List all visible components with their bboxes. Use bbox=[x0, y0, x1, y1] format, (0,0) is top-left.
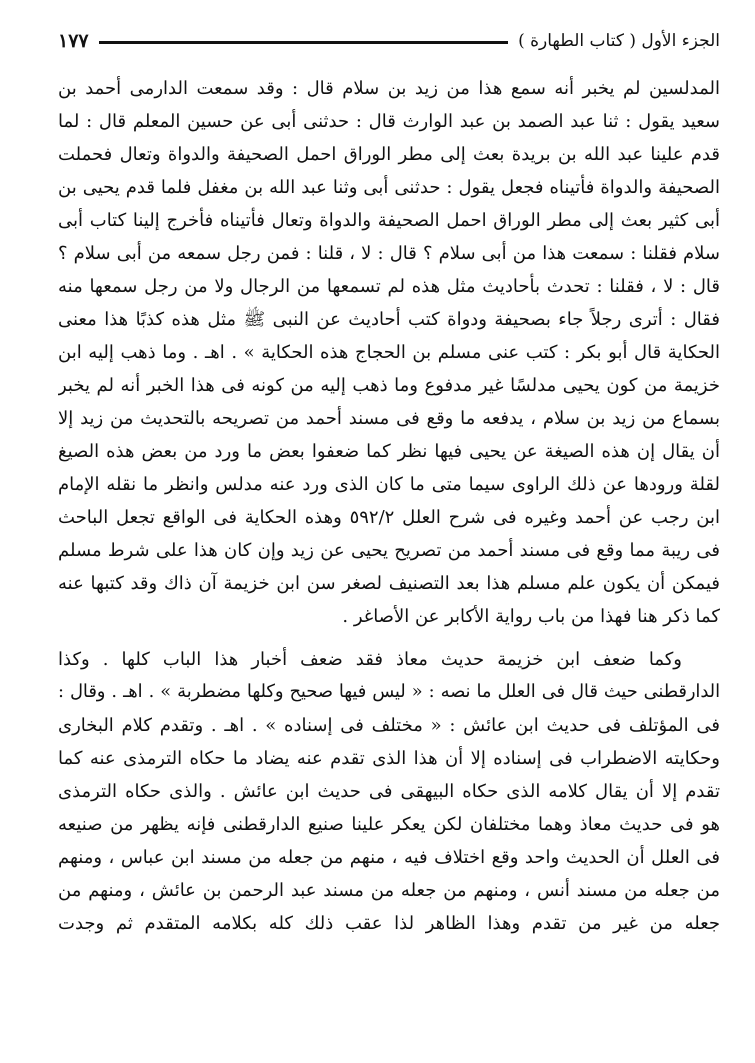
text-line: فى ريبة مما وقع فى مسند أحمد من تصريح يحيى عن زيد وإن كان هذا على شرط مسلم bbox=[58, 540, 720, 561]
paragraph-1 bbox=[58, 72, 720, 633]
paragraph-2 bbox=[58, 643, 720, 940]
book-page bbox=[58, 24, 720, 1044]
page-header bbox=[58, 24, 720, 58]
text-line: الحكاية قال أبو بكر : كتب عنى مسلم بن الحجاج هذه الحكاية » . اهـ . وما ذهب إليه ابن bbox=[58, 342, 720, 363]
text-line: خزيمة من كون يحيى مدلسًا غير مدفوع وما ذهب إليه من كونه فى هذا الخبر أنه لم يخبر bbox=[58, 375, 720, 396]
text-line: كما ذكر هنا فهذا من باب رواية الأكابر عن الأصاغر . bbox=[342, 606, 720, 627]
text-line: فى العلل أن الحديث واحد وقع اختلاف فيه ، منهم من جعله من مسند ابن عباس ، ومنهم bbox=[58, 847, 720, 868]
running-title: الجزء الأول ( كتاب الطهارة ) bbox=[518, 31, 720, 51]
text-line: أبى كثير بعث إلى مطر الوراق احمل الصحيفة والدواة وتعال فأتيناه فأخرج إلينا كتاب أبى bbox=[58, 210, 720, 231]
text-line: سلام فقلنا : سمعت هذا من أبى سلام ؟ قال : لا ، قلنا : فمن رجل سمعه من أبى سلام ؟ bbox=[58, 243, 720, 264]
text-line: الدارقطنى حيث قال فى العلل ما نصه : « ليس فيها صحيح وكلها مضطربة » . اهـ . وقال : bbox=[58, 682, 720, 702]
text-line: سعيد يقول : ثنا عبد الصمد بن عبد الوارث قال : حدثنى أبى عن حسين المعلم قال : لما bbox=[58, 111, 720, 132]
text-line: تقدم إلا أن يقال كلامه الذى حكاه البيهقى فى حديث ابن عائش . والذى حكاه الترمذى bbox=[58, 781, 720, 802]
text-line: ابن رجب عن أحمد وغيره فى شرح العلل ٥٩٢/٢ وهذه الحكاية فى الواقع تجعل الباحث bbox=[58, 507, 720, 528]
text-line: بسماع من زيد بن سلام ، يدفعه ما وقع فى مسند أحمد من تصريحه بالتحديث من زيد إلا bbox=[58, 408, 720, 429]
text-line: الصحيفة والدواة فأتيناه فجعل يقول : حدثنى أبى وثنا عبد الله بن مغفل فلما قدم يحيى بن bbox=[58, 177, 720, 198]
text-line: فى المؤتلف فى حديث ابن عائش : « مختلف فى إسناده » . اهـ . وتقدم كلام البخارى bbox=[58, 715, 720, 736]
header-rule bbox=[99, 41, 508, 44]
text-line: وحكايته الاضطراب فى إسناده إلا أن هذا الذى تقدم عنه يضاد ما حكاه الترمذى عنه كما bbox=[58, 748, 720, 769]
page-number: ١٧٧ bbox=[58, 30, 89, 52]
text-line: قدم علينا عبد الله بن بريدة بعث إلى مطر الوراق احمل الصحيفة والدواة وتعال فحملت bbox=[58, 144, 720, 165]
text-line: لقلة ورودها عن ذلك الراوى سيما متى ما كان الذى ورد عنه مدلس وانظر ما نقله الإمام bbox=[58, 474, 720, 495]
text-line: أن يقال إن هذه الصيغة عن يحيى فيها نظر كما ضعفوا بعض ما ورد من بعض هذه الصيغ bbox=[58, 441, 720, 462]
text-line: هو فى حديث معاذ وهما مختلفان لكن يعكر علينا صنيع الدارقطنى فإنه يظهر من صنيعه bbox=[58, 814, 720, 835]
text-line: فيمكن أن يكون علم مسلم هذا بعد التصنيف لصغر سن ابن خزيمة آن ذاك وقد كتبها عنه bbox=[58, 573, 720, 594]
text-line: المدلسين لم يخبر أنه سمع هذا من زيد بن سلام قال : وقد سمعت الدارمى أحمد بن bbox=[58, 78, 720, 99]
text-line: قال : لا ، فقلنا : تحدث بأحاديث مثل هذه لم تسمعها من الرجال ولا من رجل سمعها منه bbox=[58, 276, 720, 297]
text-line: وكما ضعف ابن خزيمة حديث معاذ فقد ضعف أخبار هذا الباب كلها . وكذا bbox=[58, 649, 682, 670]
text-line: جعله من غير من تقدم وهذا الظاهر لذا عقب ذلك كله بكلامه المتقدم ثم وجدت bbox=[58, 913, 720, 934]
text-line: فقال : أترى رجلاً جاء بصحيفة ودواة كتب أحاديث عن النبى ﷺ مثل هذه كذبًا هذا معنى bbox=[58, 309, 720, 330]
text-line: من جعله من مسند أنس ، ومنهم من جعله من مسند عبد الرحمن بن عائش ، ومنهم من bbox=[58, 880, 720, 901]
